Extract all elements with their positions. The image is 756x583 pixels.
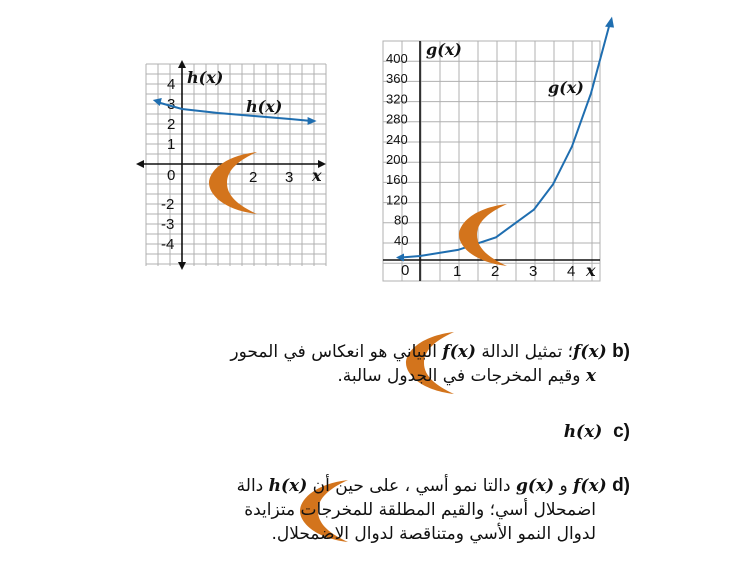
graph-h-y-tick: -3 [161,216,175,233]
graph-g-curve-arrow [605,17,614,28]
answer-b-math-3: x [585,366,596,386]
graph-g-origin: 0 [401,262,410,279]
crescent-stamp-icon [455,202,511,268]
graph-g-y-tick: 240 [386,131,408,147]
graph-g-y-tick: 120 [386,192,408,208]
graph-g-curve-label: g(x) [548,78,584,97]
answer-d-line-1 [70,474,630,498]
answer-d-line-3: لدوال النمو الأسي ومتناقصة لدوال الاضمحلال. [271,524,596,544]
answer-d-math-h: h(x) [268,476,308,496]
graph-h-y-tick: 1 [167,136,176,153]
graph-g-y-tick: 280 [386,111,408,127]
answer-c [430,420,630,444]
graph-h-y-tick: -4 [161,236,175,253]
answer-d-math-f: f(x) [573,476,607,496]
answer-d-line-2: اضمحلال أسي؛ والقيم المطلقة للمخرجات متزايدة [244,500,596,520]
graph-g-y-tick: 360 [386,71,408,87]
answer-b [70,340,630,388]
graph-h-y-tick: -2 [161,196,175,213]
graph-h-y-tick: 2 [167,116,176,133]
graph-g-y-tick: 200 [386,152,408,167]
graph-g-y-tick: 80 [394,212,409,228]
graph-g-title: g(x) [426,40,462,59]
graph-g-x-var: x [586,261,596,280]
graph-g-x-tick: 2 [491,263,500,280]
answer-d [70,474,630,546]
graph-g-y-tick: 40 [394,232,409,248]
graph-h-origin: 0 [167,167,176,184]
graph-g-x-tick: 1 [453,263,462,280]
graph-g-y-tick: 320 [386,91,408,107]
answer-d-label: (d [612,475,630,496]
answer-b-label: (b [612,341,630,362]
graph-h-x-tick: 3 [285,169,294,186]
answer-b-line-2 [70,364,630,388]
graph-h-curve-arrow-left [153,98,162,106]
graph-h-x-var: x [312,166,322,185]
graph-g-x-tick: 3 [529,263,538,280]
graph-g-y-tick: 400 [386,51,408,66]
graph-h-x-tick: 2 [249,169,258,186]
answer-d-text-1: دالتا نمو أسي ، على حين أن [307,476,516,496]
graph-h-title: h(x) [187,68,224,87]
graph-h-curve [157,102,312,121]
answer-c-label: (c [613,421,630,442]
answer-b-text-2: البياني هو انعكاس في المحور [230,342,443,362]
graph-g-x-tick: 4 [567,263,576,280]
answer-d-text-and: و [554,476,574,496]
answer-b-line-1 [70,340,630,364]
answer-c-math: h(x) [563,422,603,442]
answer-b-math-2: f(x) [442,342,476,362]
graph-h-curve-label: h(x) [246,97,283,116]
graph-g-y-tick: 160 [386,172,408,188]
crescent-stamp-icon [205,150,261,216]
answer-d-math-g: g(x) [515,476,555,496]
answer-b-math-1: f(x) [573,342,607,362]
answer-b-text-3: وقيم المخرجات في الجدول سالبة. [337,366,581,386]
answer-d-text-2: دالة [236,476,269,496]
graph-h-y-tick: 3 [167,96,176,113]
answer-b-text-1: ؛ تمثيل الدالة [475,342,574,362]
graph-h-y-tick: 4 [167,76,176,93]
answer-c-line [430,420,630,444]
